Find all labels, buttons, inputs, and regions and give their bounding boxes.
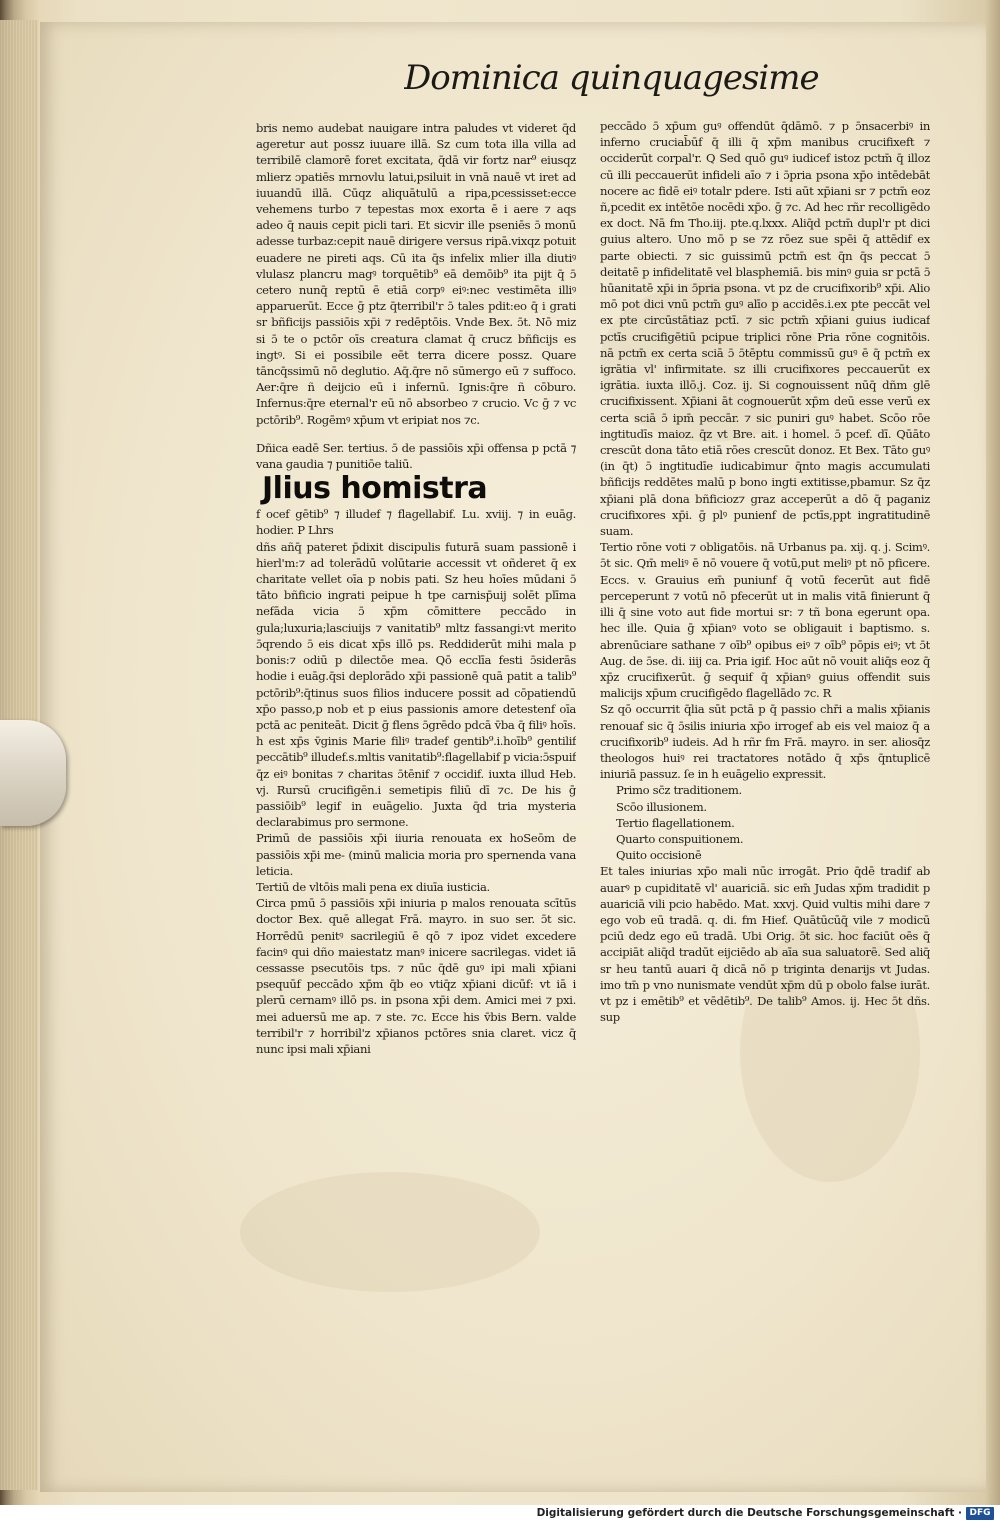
paragraph: Circa pmū ɔ̄ passiōis xp̄i iniuria p malos renouata scītūs doctor Bex. quē allegat Frā. mayro. in suo ser. ɔ̄t sic. Horrēdū penitꝰ sacrilegiū ē qō ⁊ ipoz videt excedere facinꝰ qui dño maiestatz manꝰ inicere sacrilegas. videt iā cessasse psecutōis tps. ⁊ nūc q̄dē guꝰ ipi mali xp̄iani psequūf peccādo xp̄m q̄b eo vtiq̄z xp̄iani dicūf: vt iā i plerū cernamꝰ illō ps. in psona xp̄i dem. Amici mei ⁊ pxi. mei aduersū me ap. ⁊ ste. ⁊c. Ecce his v̄bis Bern. valde terribil'r ⁊ horribil'z xp̄ianos pctōres snia claret. vicz q̄ nunc ipsi mali xp̄iani: [256, 896, 576, 1056]
list-item: Primo sc̄z traditionem.: [616, 783, 742, 798]
footer-bar: [0, 1505, 1000, 1523]
paragraph: bris nemo audebat nauigare intra paludes vt videret q̄d ageretur aut possz iuuare illā. Sz cum tota illa villa ad terribilē clamorē foret excitata, q̄dā vir fortz nar⁹ eiusqz mlierz ɔpatiēs mrnovlu latui,psiluit in vnā nauē vt iret ad iuuandū illā. Cūqz aliquātulū a ripa,pcessisset:ecce vehemens turbo ⁊ tepestas mox exorta ē i aere ⁊ aqs adeo q̄ nauis cepit picli tari. Et sicvir ille pseniēs ɔ̄ monū adesse turbaz:cepit nauē dirigere versus ripā.vixqz potuit euadere ne pireti aqs. Cū ita q̄s infelix mlier illa diutiꝰ vlulasz plancru magꝰ torquētib⁹ eā demōib⁹ ita pijt q̄ ɔ̄ cetero nunq̄ reptū ē etiā corpꝰ eiꝰ:nec vestimēta illiꝰ apparuerūt. Ecce ḡ ptz q̄terribil'r ɔ̄ tales pdit:eo q̄ i grati sr bñficijs passiōis xp̄i ⁊ redēptōis. Vnde Bex. ɔ̄t. Nō miz si ɔ̄ te o pctōr oīs creatura clamat q̄ crucz bñficijs es ingtꝰ. Si ei possibile eēt terra dicere possz. Quare tāncq̄ssimū nō deglutio. Aq̄.q̄re nō sūmergo eū ⁊ suffoco. Aer:q̄re ñ deijcio eū i infernū. Ignis:q̄re ñ cōburo. Infernus:q̄re eternal'r eū nō absorbeo ⁊ crucio. Vc ḡ ⁊ vc pctōrib⁹. Rogēmꝰ xp̄um vt eripiat nos ⁊c.: [256, 121, 576, 427]
section-heading: Dñica eadē Ser. tertius. ɔ̄ de passiōis xp̄i offensa p pctā ⁊ vana gaudia ⁊ punitiōe taliū.: [256, 440, 576, 472]
list-item: Scōo illusionem.: [616, 799, 707, 814]
dfg-logo: DFG: [966, 1507, 994, 1520]
paragraph: Tertio rōne voti ⁊ obligatōis. nā Urbanus pa. xij. q. j. Scimꝰ. ɔ̄t sic. Qm̄ meliꝰ ē nō vouere q̄ votū,put meliꝰ pt nō pficere. Eccs. v. Grauius em̄ puniunf q̄ votū fecerūt aut fidē perceperunt ⁊ votū nō pfecerūt ut in malis vitā finierunt q̄ illi q̄ sine voto aut fide mortui sr: ⁊ tñ bona egerunt opa. hec ille. Quia ḡ xp̄ianꝰ voto se obligauit i baptismo. s. abrenūciare sathane ⁊ oīb⁹ opibus eiꝰ ⁊ oīb⁹ pōpis eiꝰ; vt ɔ̄t Aug. de ɔ̄se. di. iiij ca. Pria igif. Hoc aūt nō vouit aliq̄s eoz q̄ xp̄z crucifixerūt. ḡ sequif q̄ xp̄ianꝰ guius offendit suis malicijs xp̄um crucifigēdo flagellādo ⁊c. R: [600, 540, 930, 701]
left-text-column: [256, 120, 576, 1160]
incipit-heading: Jlius homistra: [262, 471, 488, 507]
paragraph: peccādo ɔ̄ xp̄um guꝰ offendūt q̄dāmō. ⁊ p ɔ̄nsacerbiꝰ in inferno cruciab̄ūf q̄ illi q̄ xp̄m manibus crucifixeft ⁊ occiderūt corpal'r. Q Sed quō guꝰ iudicef istoz pctm̄ q̄ illoz cū illi peccauerūt infideli aīo ⁊ i ɔ̄pria psona xp̄o intēdebāt nocere ac fidē eiꝰ totalr pdere. Isti aūt xp̄iani sr ⁊ pctm̄ eoz ñ,pcedit ex intētōe nocēdi xp̄o. ḡ ⁊c. Ad hec rñr recolligēdo ex doct. Nā fm Tho.iij. pte.q.lxxx. Aliq̄d pctm̄ dupl'r pt dici guius altero. Uno mō p se ⁊z rōez sue spēi q̄ attēdif ex parte obiecti. ⁊ sic guissimū pctm̄ est q̄n q̄s peccat ɔ̄ deitatē p infidelitatē vel blasphemiā. bis minꝰ guia sr pctā ɔ̄ hūanitatē xp̄i in ɔ̄pria psona. vt pz de crucifixorib⁹ xp̄i. Alio mō pot dici vnū pctm̄ guꝰ alīo p accidēs.i.ex pte peccāt vel ex pte circūstātiaz pctī. ⁊ sic pctm̄ xp̄iani guius iudicaf pctīs crucifigētiū pcipue triplici rōne Pria rōne cognitōis. nā pctm̄ ex certa sciā ɔ̄ ɔ̄tēptu commissū guꝰ ē q̄ pctm̄ ex igrātia vl' infirmitate. sz illi crucifixores peccauerūt ex igrātia. iuxta illō.j. Coz. ij. Si cognouissent nūq̄ dñm glē crucifixissent. Xp̄iani āt cognouerūt xp̄m deū esse verū ex certa sciā ɔ̄ ipm̄ peccār. ⁊ sic puniri guꝰ habet. Scōo rōe ingtitudīs maioz. q̄z vt Bre. ait. i homel. ɔ̄ pcef. dī. Qūāto crescūt dona tāto etiā rōes crescūt donoz. Et Bex. Tāto guꝰ (in q̄t) ɔ̄ ingtitudīe iudicabimur q̄nto magis accumulati bñficijs reddētes malū p bono ingti extitisse,pbamur. Sz q̄z xp̄iani plā dona bñficioz⁊ graz acceperūt a dō q̄ paganiz crucifixores xp̄i. ḡ plꝰ punienf de pctīs,ppt ingratitudinē suam.: [600, 119, 930, 539]
funding-credit: Digitalisierung gefördert durch die Deutsche Forschungsgemeinschaft ·: [536, 1507, 962, 1519]
paragraph: dñs añq̄ pateret p̄dixit discipulis futurā suam passionē i hierl'm:⁊ ad tolerādū volūtarie accessit vt oñderet q̄ ex charitate vellet oīa p nobis pati. Sz heu hoīes mūdani ɔ̄ tāto bñficio ingrati peipue h tpe carnisp̄uij solēt plīma nefāda vicia ɔ̄ xp̄m cōmittere peccādo in gula;luxuria;lasciuijs ⁊ vanitatib⁹ mltz fassangi:vt merito ɔ̄qrendo ɔ̄ eis dicat xp̄s illō ps. Reddiderūt mihi mala p bonis:⁊ odiū p dilectōe mea. Qō ecclīa festi ɔ̄siderās hodie i euāg.q̄si deplorādo xp̄i passionē quā patit a talib⁹ pctōrib⁹:q̄tinus suos filios inducere possit ad cōpatiendū xp̄o passo,p nob et p eius passionis amore detestenf oīa pctā ac peniteāt. Dicit ḡ flens ɔ̄grēdo pdcā v̄ba q̄ filiꝰ hoīs. h est xp̄s v̄ginis Marie filiꝰ tradef gentib⁹.i.hoīb⁹ gentilif peccātib⁹ illudef.s.mltis vanitatib⁹:flagellabif p vicia:ɔ̄spuif q̄z eiꝰ bonitas ⁊ charitas ɔ̄tēnif ⁊ occidif. iuxta illud Heb. vj. Rursū crucifigēn.i semetipis filiū dī ⁊c. De his ḡ passiōib⁹ legif in euāgelio. Juxta q̄d tria mysteria declarabimus pro sermone.: [256, 539, 576, 830]
book-clasp: [0, 720, 66, 826]
paper-stain: [240, 1172, 540, 1292]
paragraph: Et tales iniurias xp̄o mali nūc irrogāt. Prio q̄dē tradif ab auarꝰ p cupiditatē vl' auariciā. sic em̄ Judas xp̄m tradidit p auariciā vili pcio habēdo. Mat. xxvj. Quid vultis mihi dare ⁊ ego vob eū tradā. q. di. fm Hief. Quātūcūq̄ vile ⁊ modicū pciū dedz ego eū tradā. Ubi Orig. ɔ̄t sic. hoc faciūt oēs q̄ accipiāt aliq̄d tradūt eijciēdo ab aīa sua saluatorē. Sed aliq̄ sr heu tantū auari q̄ dicā nō p triginta denarijs vt Judas. imo tm̄ p vno nunismate vendūt xp̄m dū p obolo false iurāt. vt pz i emētib⁹ et vēdētib⁹. De talib⁹ Amos. ij. Hec ɔ̄t dñs. sup: [600, 864, 930, 1025]
list-item: Tertio flagellationem.: [616, 815, 735, 830]
list-item: Quito occisionē: [616, 848, 702, 863]
list-item: Primū de passiōis xp̄i iiuria renouata ex hoSeōm de passiōis xp̄i me- (minū malicia moria pro spernenda vana leticia.: [256, 831, 576, 878]
list-item: Quarto conspuitionem.: [616, 831, 744, 846]
right-text-column: [600, 118, 930, 1233]
running-title: Dominica quinquagesime: [404, 58, 819, 98]
paragraph: Sz qō occurrit q̄lia sūt pctā p q̄ passio chr̄i a malis xp̄ianis renouaf sic q̄ ɔ̄silis iniuria xp̄o irrogef ab eis vel maioz q̄ a crucifixorib⁹ iudeis. Ad h rñr fm Frā. mayro. in ser. aliosq̄z theologos huiꝰ rei tractatores notādo q̄ xp̄s q̄ntuplicē iniuriā passuz. ſe in h euāgelio expressit.: [600, 702, 930, 782]
list-item: Tertiū de vltōis mali pena ex diuīa iusticia.: [256, 879, 490, 894]
paragraph: f ocef gētib⁹ ⁊ illudef ⁊ flagellabif. Lu. xviij. ⁊ in euāg. hodier. P Lhrs: [256, 507, 576, 538]
